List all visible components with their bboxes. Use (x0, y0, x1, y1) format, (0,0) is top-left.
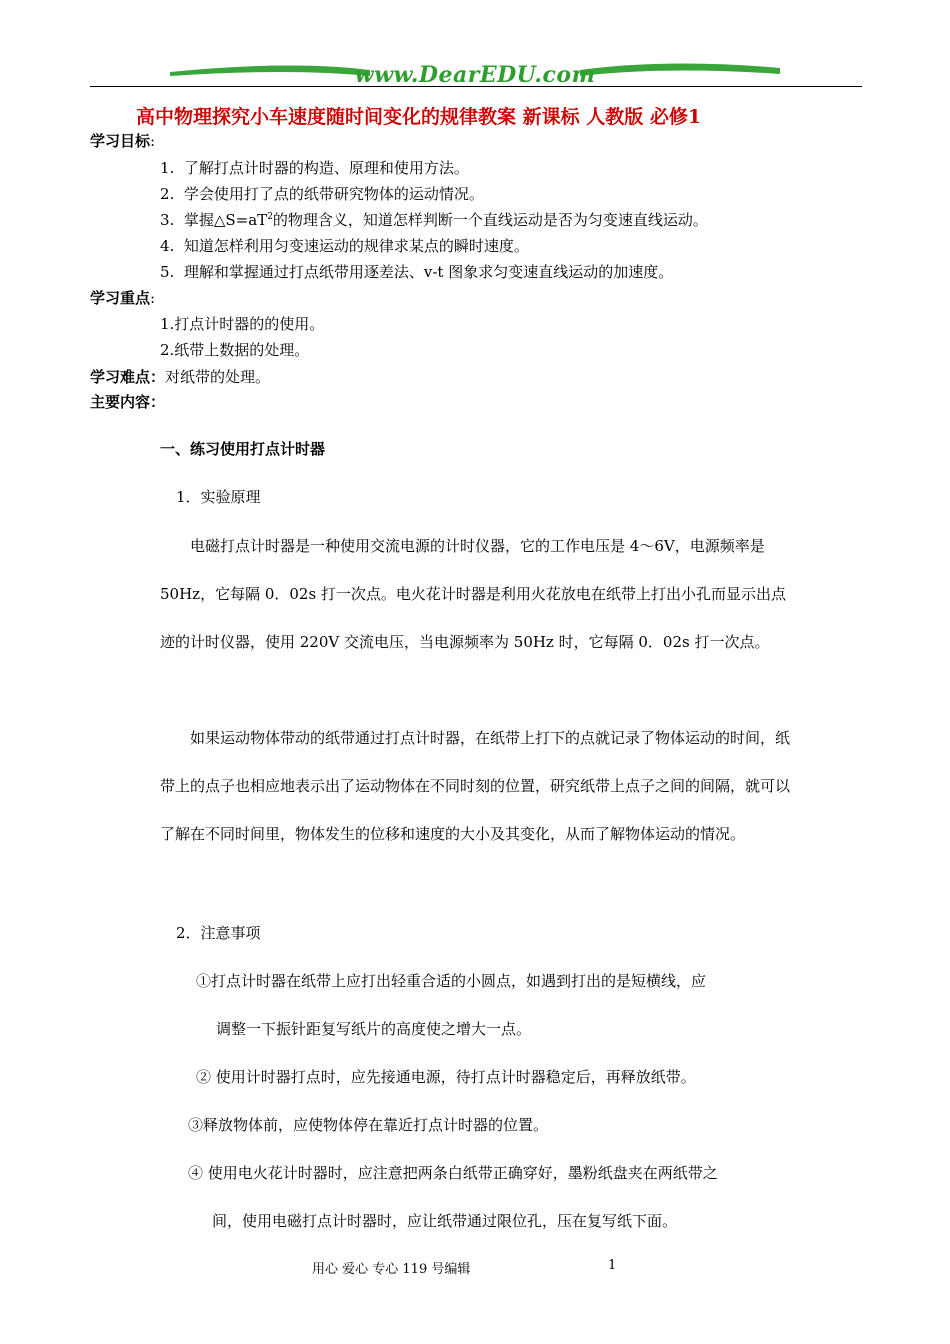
objective-item-1 (160, 157, 469, 178)
document-title: 高中物理探究小车速度随时间变化的规律教案 新课标 人教版 必修1 (136, 106, 702, 128)
note-item-1-line2: 调整一下振针距复写纸片的高度使之增大一点。 (216, 1020, 532, 1038)
objective-num: 1. (160, 159, 175, 177)
objectives-heading-label: 学习目标 (90, 132, 151, 150)
key-points-heading (90, 287, 155, 308)
note-item-4-line1: ④ 使用电火花计时器时，应注意把两条白纸带正确穿好，墨粉纸盘夹在两纸带之 (188, 1164, 718, 1182)
objectives-heading-colon: : (150, 132, 156, 150)
objective-superscript: 2 (267, 212, 273, 222)
difficulty-heading: 学习难点： (90, 368, 166, 386)
objectives-heading (90, 130, 155, 151)
paragraph-usage: 如果运动物体带动的纸带通过打点计时器，在纸带上打下的点就记录了物体运动的时间，纸带上的点子也相应地表示出了运动物体在不同时刻的位置，研究纸带上点子之间的间隔，就可以了解在不同时间里，物体发生的位移和速度的大小及其变化，从而了解物体运动的情况。 (160, 729, 791, 843)
objective-item-5 (160, 261, 673, 282)
objective-text: 学会使用打了点的纸带研究物体的运动情况。 (183, 185, 484, 203)
objective-item-4 (160, 235, 529, 256)
objective-num: 5. (160, 263, 175, 281)
logo-text: www.DearEDU.com (354, 62, 596, 88)
note-item-4-line2: 间，使用电磁打点计时器时，应让纸带通过限位孔，压在复写纸下面。 (212, 1212, 678, 1230)
page-number: 1 (608, 1258, 617, 1273)
note-item-2: ② 使用计时器打点时，应先接通电源，待打点计时器稳定后，再释放纸带。 (196, 1068, 696, 1086)
main-content-heading: 主要内容： (90, 393, 166, 411)
objective-text-after: 的物理含义，知道怎样判断一个直线运动是否为匀变速直线运动。 (272, 211, 708, 229)
objective-text: 理解和掌握通过打点纸带用逐差法、v-t 图象求匀变速直线运动的加速度。 (183, 263, 674, 281)
objective-item-3 (160, 209, 708, 230)
header-rule (90, 86, 862, 87)
note-item-1-line1: ①打点计时器在纸带上应打出轻重合适的小圆点，如遇到打出的是短横线，应 (196, 972, 707, 990)
objective-num: 3. (160, 211, 175, 229)
objective-num: 4. (160, 237, 175, 255)
objective-text: 知道怎样利用匀变速运动的规律求某点的瞬时速度。 (183, 237, 529, 255)
section-heading: 一、练习使用打点计时器 (160, 440, 326, 458)
footer-text: 用心 爱心 专心 119 号编辑 (312, 1262, 471, 1277)
key-point-item-2: 2.纸带上数据的处理。 (160, 341, 310, 359)
objective-text-before: 掌握△S=aT (183, 211, 268, 229)
key-point-item-1: 1.打点计时器的的使用。 (160, 315, 325, 333)
difficulty-line (90, 366, 270, 387)
paragraph-principle: 电磁打点计时器是一种使用交流电源的计时仪器，它的工作电压是 4～6V，电源频率是 50Hz，它每隔 0．02s 打一次点。电火花计时器是利用火花放电在纸带上打出小孔而显示出点迹的计时仪器，使用 220V 交流电压，当电源频率为 50Hz 时，它每隔 0．02s 打一次点。 (160, 537, 786, 651)
key-points-heading-label: 学习重点 (90, 289, 151, 307)
objective-text: 了解打点计时器的构造、原理和使用方法。 (183, 159, 469, 177)
key-points-heading-colon: : (150, 289, 156, 307)
difficulty-text: 对纸带的处理。 (165, 368, 271, 386)
subsection-heading: 2．注意事项 (176, 924, 261, 942)
subsection-heading: 1．实验原理 (176, 488, 261, 506)
objective-item-2 (160, 183, 484, 204)
objective-num: 2. (160, 185, 175, 203)
note-item-3: ③释放物体前，应使物体停在靠近打点计时器的位置。 (188, 1116, 549, 1134)
